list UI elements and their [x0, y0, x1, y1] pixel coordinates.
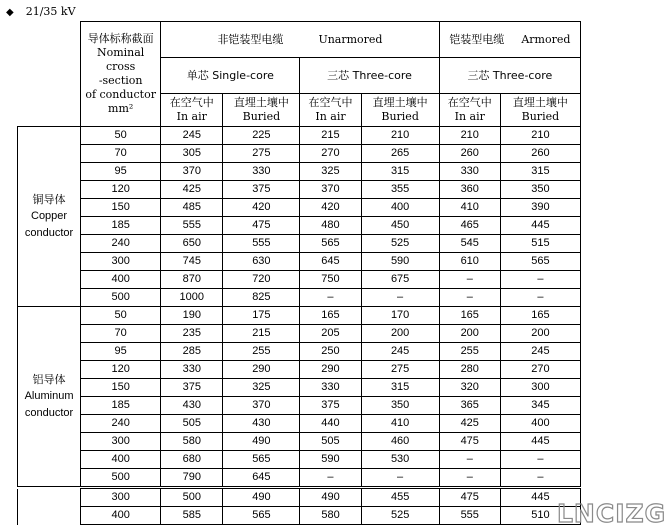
- ampacity-cell: 370: [223, 397, 300, 415]
- ampacity-cell: 475: [223, 217, 300, 235]
- watermark-text: LNCIZG: [557, 499, 667, 528]
- buried-en: Buried: [381, 110, 419, 123]
- buried-en: Buried: [521, 110, 560, 123]
- ampacity-cell: 200: [439, 325, 500, 343]
- ampacity-cell: 545: [439, 235, 500, 253]
- ampacity-cell: 750: [300, 271, 361, 289]
- voltage-rating: 21/35 kV: [25, 5, 76, 18]
- ampacity-cell: 745: [161, 253, 223, 271]
- ampacity-cell: 505: [300, 433, 361, 451]
- in-air-cn: 在空气中: [308, 96, 353, 109]
- ampacity-cell: 720: [223, 271, 300, 289]
- ampacity-cell: 325: [300, 163, 361, 181]
- ampacity-cell: 350: [500, 181, 580, 199]
- section-size-cell: 50: [81, 307, 161, 325]
- ampacity-cell: 370: [161, 163, 223, 181]
- ampacity-cell: 175: [223, 307, 300, 325]
- in-air-en: In air: [454, 110, 485, 123]
- ampacity-cell: 290: [223, 361, 300, 379]
- ampacity-cell: 200: [361, 325, 439, 343]
- ampacity-cell: 485: [161, 199, 223, 217]
- ampacity-cell: 345: [500, 397, 580, 415]
- ampacity-cell: 165: [300, 307, 361, 325]
- ampacity-cell: 475: [439, 489, 500, 507]
- in-air-cn: 在空气中: [169, 96, 214, 109]
- ampacity-cell: 200: [500, 325, 580, 343]
- in-air-en: In air: [315, 110, 346, 123]
- table-row: [18, 343, 581, 361]
- in-air-header: [439, 94, 500, 127]
- section-header-cn: 导体标称截面: [87, 32, 154, 45]
- ampacity-cell: –: [500, 289, 580, 307]
- ampacity-cell: 490: [300, 489, 361, 507]
- ampacity-cell: 275: [223, 145, 300, 163]
- ampacity-cell: 505: [161, 415, 223, 433]
- section-size-cell: 240: [81, 415, 161, 433]
- section-size-cell: 120: [81, 361, 161, 379]
- ampacity-cell: –: [300, 469, 361, 487]
- ampacity-cell: 675: [361, 271, 439, 289]
- section-size-cell: 500: [81, 289, 161, 307]
- ampacity-cell: 330: [300, 379, 361, 397]
- ampacity-cell: 870: [161, 271, 223, 289]
- blank-label-cell: [18, 489, 81, 507]
- ampacity-cell: 825: [223, 289, 300, 307]
- ampacity-cell: 215: [223, 325, 300, 343]
- table-row: [18, 489, 581, 507]
- three-core-unarmored-header: 三芯 Three-core: [300, 58, 439, 94]
- table-row: [18, 289, 581, 307]
- ampacity-cell: 255: [223, 343, 300, 361]
- ampacity-cell: 315: [361, 379, 439, 397]
- copper-section: [18, 127, 581, 307]
- ampacity-cell: 410: [361, 415, 439, 433]
- copper-conductor-label-cn: 铜导体: [32, 193, 66, 206]
- copper-conductor-label: [18, 127, 81, 307]
- ampacity-cell: 375: [161, 379, 223, 397]
- nominal-section-header: [81, 22, 161, 127]
- ampacity-cell: 610: [439, 253, 500, 271]
- section-size-cell: 400: [81, 451, 161, 469]
- ampacity-cell: 375: [223, 181, 300, 199]
- ampacity-cell: 565: [500, 253, 580, 271]
- section-size-cell: 95: [81, 163, 161, 181]
- ampacity-cell: 165: [500, 307, 580, 325]
- table-row: [18, 145, 581, 163]
- copper-conductor-label-en2: conductor: [24, 227, 74, 239]
- ampacity-cell: 480: [300, 217, 361, 235]
- blank-label-cell: [18, 507, 81, 525]
- table-row: [18, 163, 581, 181]
- ampacity-cell: 445: [500, 217, 580, 235]
- ampacity-cell: 590: [361, 253, 439, 271]
- ampacity-cell: –: [500, 451, 580, 469]
- brand-watermark: [555, 492, 667, 530]
- section-header-en1: Nominal cross: [96, 46, 145, 73]
- ampacity-cell: 525: [361, 235, 439, 253]
- ampacity-cell: 530: [361, 451, 439, 469]
- ampacity-cell: 375: [300, 397, 361, 415]
- buried-cn: 直埋土壤中: [372, 96, 428, 109]
- ampacity-cell: 580: [300, 507, 361, 525]
- ampacity-cell: 170: [361, 307, 439, 325]
- ampacity-cell: 425: [439, 415, 500, 433]
- ampacity-cell: 210: [439, 127, 500, 145]
- section-size-cell: 400: [81, 507, 161, 525]
- in-air-header: [161, 94, 223, 127]
- ampacity-cell: 645: [223, 469, 300, 487]
- ampacity-cell: 565: [223, 451, 300, 469]
- section-size-cell: 300: [81, 489, 161, 507]
- ampacity-cell: 365: [439, 397, 500, 415]
- single-core-header: 单芯 Single-core: [161, 58, 300, 94]
- ampacity-cell: 205: [300, 325, 361, 343]
- ampacity-cell: –: [361, 469, 439, 487]
- ampacity-cell: 280: [439, 361, 500, 379]
- ampacity-cell: 590: [300, 451, 361, 469]
- ampacity-cell: –: [500, 271, 580, 289]
- section-size-cell: 185: [81, 397, 161, 415]
- ampacity-cell: –: [439, 451, 500, 469]
- ampacity-cell: 515: [500, 235, 580, 253]
- ampacity-cell: 255: [439, 343, 500, 361]
- ampacity-cell: 290: [300, 361, 361, 379]
- ampacity-cell: 645: [300, 253, 361, 271]
- ampacity-cell: 420: [223, 199, 300, 217]
- ampacity-cell: 555: [161, 217, 223, 235]
- table-row: [18, 271, 581, 289]
- ampacity-cell: 265: [361, 145, 439, 163]
- ampacity-cell: 325: [223, 379, 300, 397]
- copper-conductor-label-en1: Copper: [31, 210, 68, 222]
- in-air-cn: 在空气中: [447, 96, 492, 109]
- ampacity-cell: 510: [500, 507, 580, 525]
- table-row: [18, 507, 581, 525]
- ampacity-cell: 190: [161, 307, 223, 325]
- aluminum-conductor-label-en2: conductor: [24, 407, 74, 419]
- supplementary-rows: [18, 489, 581, 525]
- section-size-cell: 70: [81, 325, 161, 343]
- section-size-cell: 300: [81, 253, 161, 271]
- ampacity-cell: 490: [223, 433, 300, 451]
- ampacity-cell: 580: [161, 433, 223, 451]
- table-row: [18, 307, 581, 325]
- table-row: [18, 379, 581, 397]
- ampacity-cell: 475: [439, 433, 500, 451]
- ampacity-cell: 315: [361, 163, 439, 181]
- buried-en: Buried: [242, 110, 281, 123]
- ampacity-cell: 555: [223, 235, 300, 253]
- buried-header: [223, 94, 300, 127]
- ampacity-cell: 1000: [161, 289, 223, 307]
- ampacity-cell: 245: [500, 343, 580, 361]
- ampacity-table: [17, 21, 581, 487]
- table-row: [18, 181, 581, 199]
- ampacity-cell: 315: [500, 163, 580, 181]
- ampacity-cell: 565: [223, 507, 300, 525]
- ampacity-cell: 260: [439, 145, 500, 163]
- ampacity-cell: 400: [500, 415, 580, 433]
- ampacity-cell: 245: [361, 343, 439, 361]
- unarmored-header-cn: 非铠装型电缆: [217, 33, 284, 46]
- section-header-en2: -section: [98, 74, 143, 87]
- unarmored-header: [161, 22, 439, 58]
- ampacity-cell: 565: [300, 235, 361, 253]
- aluminum-conductor-label-cn: 铝导体: [32, 373, 66, 386]
- section-size-cell: 185: [81, 217, 161, 235]
- section-size-cell: 400: [81, 271, 161, 289]
- ampacity-cell: 300: [500, 379, 580, 397]
- ampacity-cell: 680: [161, 451, 223, 469]
- section-size-cell: 300: [81, 433, 161, 451]
- section-size-cell: 120: [81, 181, 161, 199]
- ampacity-cell: 355: [361, 181, 439, 199]
- unarmored-header-en: Unarmored: [318, 33, 383, 46]
- ampacity-cell: 260: [500, 145, 580, 163]
- ampacity-cell: 165: [439, 307, 500, 325]
- ampacity-cell: 465: [439, 217, 500, 235]
- ampacity-cell: 210: [361, 127, 439, 145]
- section-size-cell: 50: [81, 127, 161, 145]
- in-air-header: [300, 94, 361, 127]
- ampacity-cell: 460: [361, 433, 439, 451]
- ampacity-cell: –: [439, 271, 500, 289]
- section-size-cell: 500: [81, 469, 161, 487]
- section-heading: [6, 4, 76, 20]
- buried-cn: 直埋土壤中: [233, 96, 289, 109]
- ampacity-cell: 210: [500, 127, 580, 145]
- table-row: [18, 397, 581, 415]
- ampacity-cell: 425: [161, 181, 223, 199]
- table-row: [18, 433, 581, 451]
- table-row: [18, 451, 581, 469]
- section-size-cell: 150: [81, 199, 161, 217]
- section-size-cell: 240: [81, 235, 161, 253]
- ampacity-cell: 370: [300, 181, 361, 199]
- ampacity-cell: 555: [439, 507, 500, 525]
- section-size-cell: 95: [81, 343, 161, 361]
- buried-header: [361, 94, 439, 127]
- ampacity-cell: 490: [223, 489, 300, 507]
- armored-header: [439, 22, 580, 58]
- ampacity-cell: 390: [500, 199, 580, 217]
- ampacity-cell: 285: [161, 343, 223, 361]
- table-row: [18, 199, 581, 217]
- diamond-bullet-icon: ◆: [6, 7, 14, 18]
- ampacity-cell: 410: [439, 199, 500, 217]
- ampacity-cell: 790: [161, 469, 223, 487]
- ampacity-cell: 585: [161, 507, 223, 525]
- ampacity-cell: 275: [361, 361, 439, 379]
- ampacity-cell: 215: [300, 127, 361, 145]
- ampacity-cell: 430: [161, 397, 223, 415]
- ampacity-cell: 270: [500, 361, 580, 379]
- ampacity-cell: 525: [361, 507, 439, 525]
- aluminum-conductor-label: [18, 307, 81, 487]
- in-air-en: In air: [176, 110, 207, 123]
- ampacity-cell: –: [439, 289, 500, 307]
- table-header: [18, 22, 581, 127]
- ampacity-cell: 650: [161, 235, 223, 253]
- table-row: [18, 253, 581, 271]
- ampacity-cell: 445: [500, 489, 580, 507]
- ampacity-cell: 350: [361, 397, 439, 415]
- aluminum-section: [18, 307, 581, 487]
- table-row: [18, 361, 581, 379]
- buried-cn: 直埋土壤中: [512, 96, 568, 109]
- ampacity-cell: 330: [161, 361, 223, 379]
- ampacity-cell: 305: [161, 145, 223, 163]
- section-size-cell: 150: [81, 379, 161, 397]
- supplementary-table: [17, 488, 581, 525]
- ampacity-cell: 320: [439, 379, 500, 397]
- table-row: [18, 469, 581, 487]
- ampacity-cell: 235: [161, 325, 223, 343]
- ampacity-cell: 430: [223, 415, 300, 433]
- armored-header-en: Armored: [521, 33, 571, 46]
- table-row: [18, 127, 581, 145]
- section-size-cell: 70: [81, 145, 161, 163]
- table-row: [18, 325, 581, 343]
- ampacity-cell: 455: [361, 489, 439, 507]
- ampacity-cell: 440: [300, 415, 361, 433]
- table-row: [18, 217, 581, 235]
- armored-header-cn: 铠装型电缆: [449, 33, 505, 46]
- ampacity-cell: 500: [161, 489, 223, 507]
- ampacity-cell: 245: [161, 127, 223, 145]
- section-header-en3: of conductor: [85, 88, 156, 101]
- table-row: [18, 415, 581, 433]
- ampacity-cell: 420: [300, 199, 361, 217]
- buried-header: [500, 94, 580, 127]
- ampacity-cell: 450: [361, 217, 439, 235]
- ampacity-cell: 400: [361, 199, 439, 217]
- aluminum-conductor-label-en1: Aluminum: [24, 390, 74, 402]
- ampacity-cell: 330: [223, 163, 300, 181]
- ampacity-cell: 445: [500, 433, 580, 451]
- ampacity-cell: 225: [223, 127, 300, 145]
- ampacity-cell: –: [439, 469, 500, 487]
- ampacity-cell: 330: [439, 163, 500, 181]
- ampacity-cell: 630: [223, 253, 300, 271]
- section-header-unit: mm²: [108, 102, 134, 115]
- corner-cell: [18, 22, 81, 127]
- ampacity-cell: –: [500, 469, 580, 487]
- ampacity-cell: 250: [300, 343, 361, 361]
- ampacity-cell: 360: [439, 181, 500, 199]
- ampacity-cell: –: [361, 289, 439, 307]
- table-row: [18, 235, 581, 253]
- three-core-armored-header: 三芯 Three-core: [439, 58, 580, 94]
- ampacity-cell: 270: [300, 145, 361, 163]
- ampacity-cell: –: [300, 289, 361, 307]
